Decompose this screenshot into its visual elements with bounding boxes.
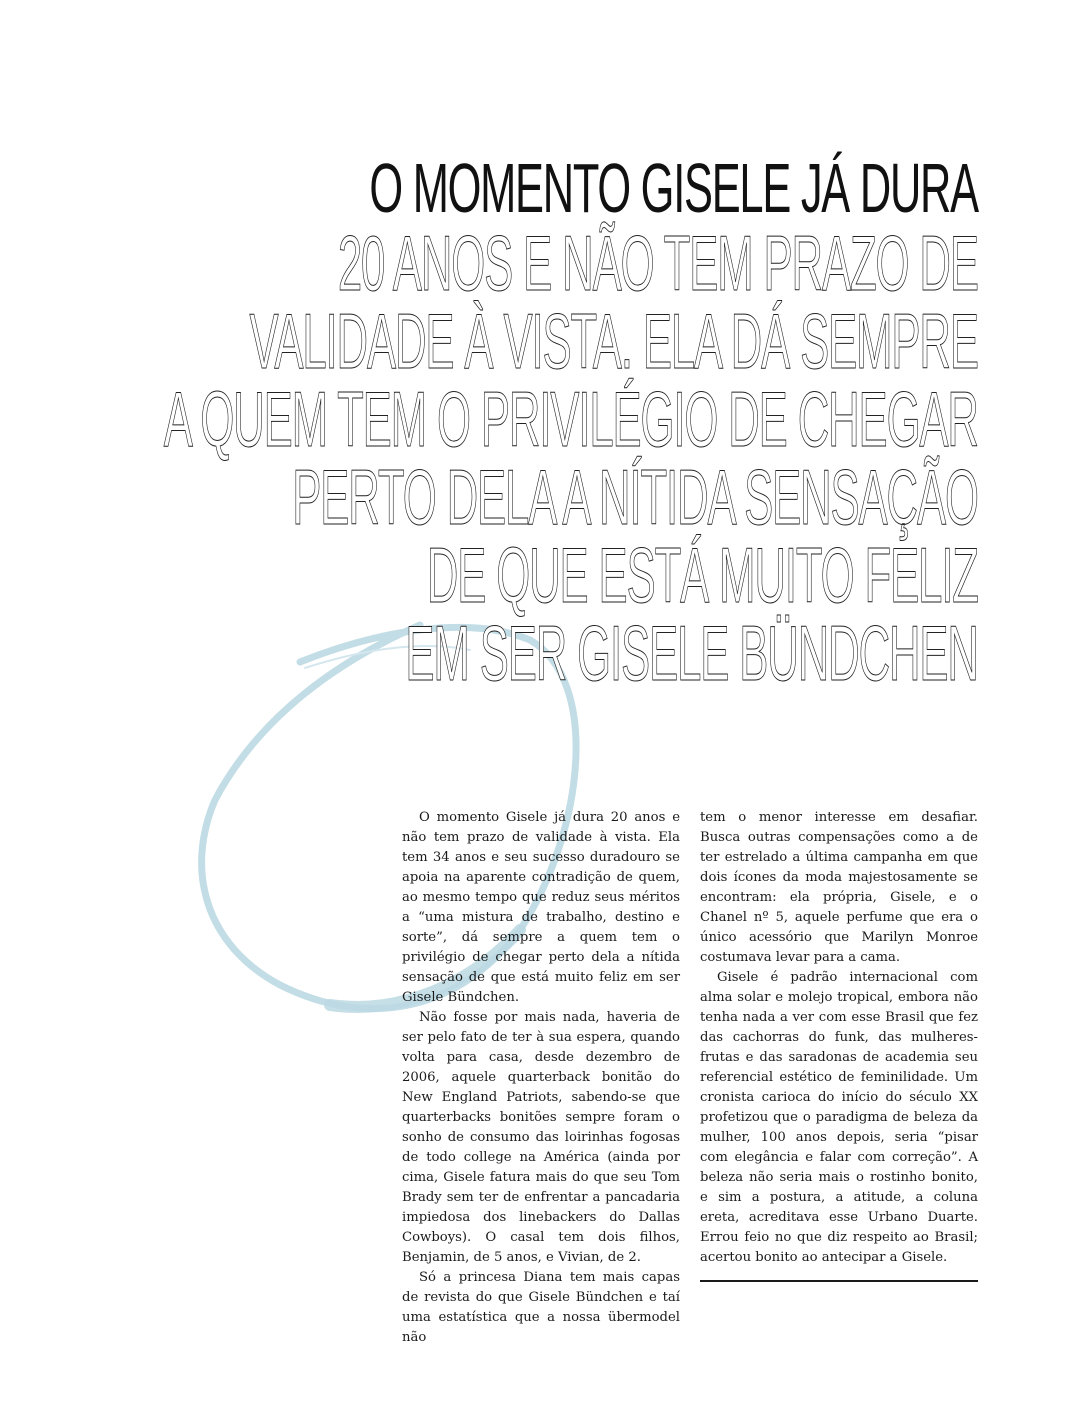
article-paragraph: tem o menor interesse em desafiar. Busca outras compensações como a de ter estrelado a última campanha em que dois ícones da moda majestosamente se encontram: ela própria, Gisele, e o Chanel nº 5, aquele perfume que era o único acessório que Marilyn Monroe costumava levar para a cama. <box>700 810 978 965</box>
article-column-left <box>402 808 680 1348</box>
article-paragraph: Gisele é padrão internacional com alma solar e molejo tropical, embora não tenha nada a ver com esse Brasil que fez das cachorras do funk, das mulheres-frutas e das saradonas de academia seu referencial estético de feminilidade. Um cronista carioca do início do século XX profetizou que o paradigma de beleza da mulher, 100 anos depois, seria “pisar com elegância e falar com correção”. A beleza não seria mais o rostinho bonito, e sim a postura, a atitude, a coluna ereta, acreditava esse Urbano Duarte. Errou feio no que diz respeito ao Brasil; acertou bonito ao antecipar a Gisele. <box>700 970 978 1265</box>
article-paragraph: Só a princesa Diana tem mais capas de revista do que Gisele Bündchen e taí uma estatística que a nossa übermodel não <box>402 1270 680 1345</box>
headline-line: A QUEM TEM O PRIVILÉGIO DE CHEGAR <box>163 375 978 463</box>
headline-line: VALIDADE À VISTA. ELA DÁ SEMPRE <box>249 297 978 385</box>
article-body <box>402 808 978 1348</box>
headline-line: EM SER GISELE BÜNDCHEN <box>405 609 978 697</box>
article-column-right <box>700 808 978 1348</box>
headline <box>0 149 978 697</box>
end-rule <box>700 1280 978 1282</box>
headline-lead: O MOMENTO GISELE JÁ DURA <box>369 149 978 227</box>
article-paragraph: Não fosse por mais nada, haveria de ser pelo fato de ter à sua espera, quando volta para casa, desde dezembro de 2006, aquele quarterback bonitão do New England Patriots, sabendo-se que quarterbacks bonitões sempre foram o sonho de consumo das loirinhas fogosas de todo college na América (ainda por cima, Gisele fatura mais do que seu Tom Brady sem ter de enfrentar a pancadaria impiedosa dos linebackers do Dallas Cowboys). O casal tem dois filhos, Benjamin, de 5 anos, e Vivian, de 2. <box>402 1010 680 1265</box>
headline-line: 20 ANOS E NÃO TEM PRAZO DE <box>337 219 978 307</box>
article-paragraph: O momento Gisele já dura 20 anos e não tem prazo de validade à vista. Ela tem 34 anos e seu sucesso duradouro se apoia na aparente contradição de quem, ao mesmo tempo que reduz seus méritos a “uma mistura de trabalho, destino e sorte”, dá sempre a quem tem o privilégio de chegar perto dela a nítida sensação de que está muito feliz em ser Gisele Bündchen. <box>402 810 680 1005</box>
headline-line: DE QUE ESTÁ MUITO FELIZ <box>426 531 978 619</box>
headline-line: PERTO DELA A NÍTIDA SENSAÇÃO <box>292 453 978 541</box>
